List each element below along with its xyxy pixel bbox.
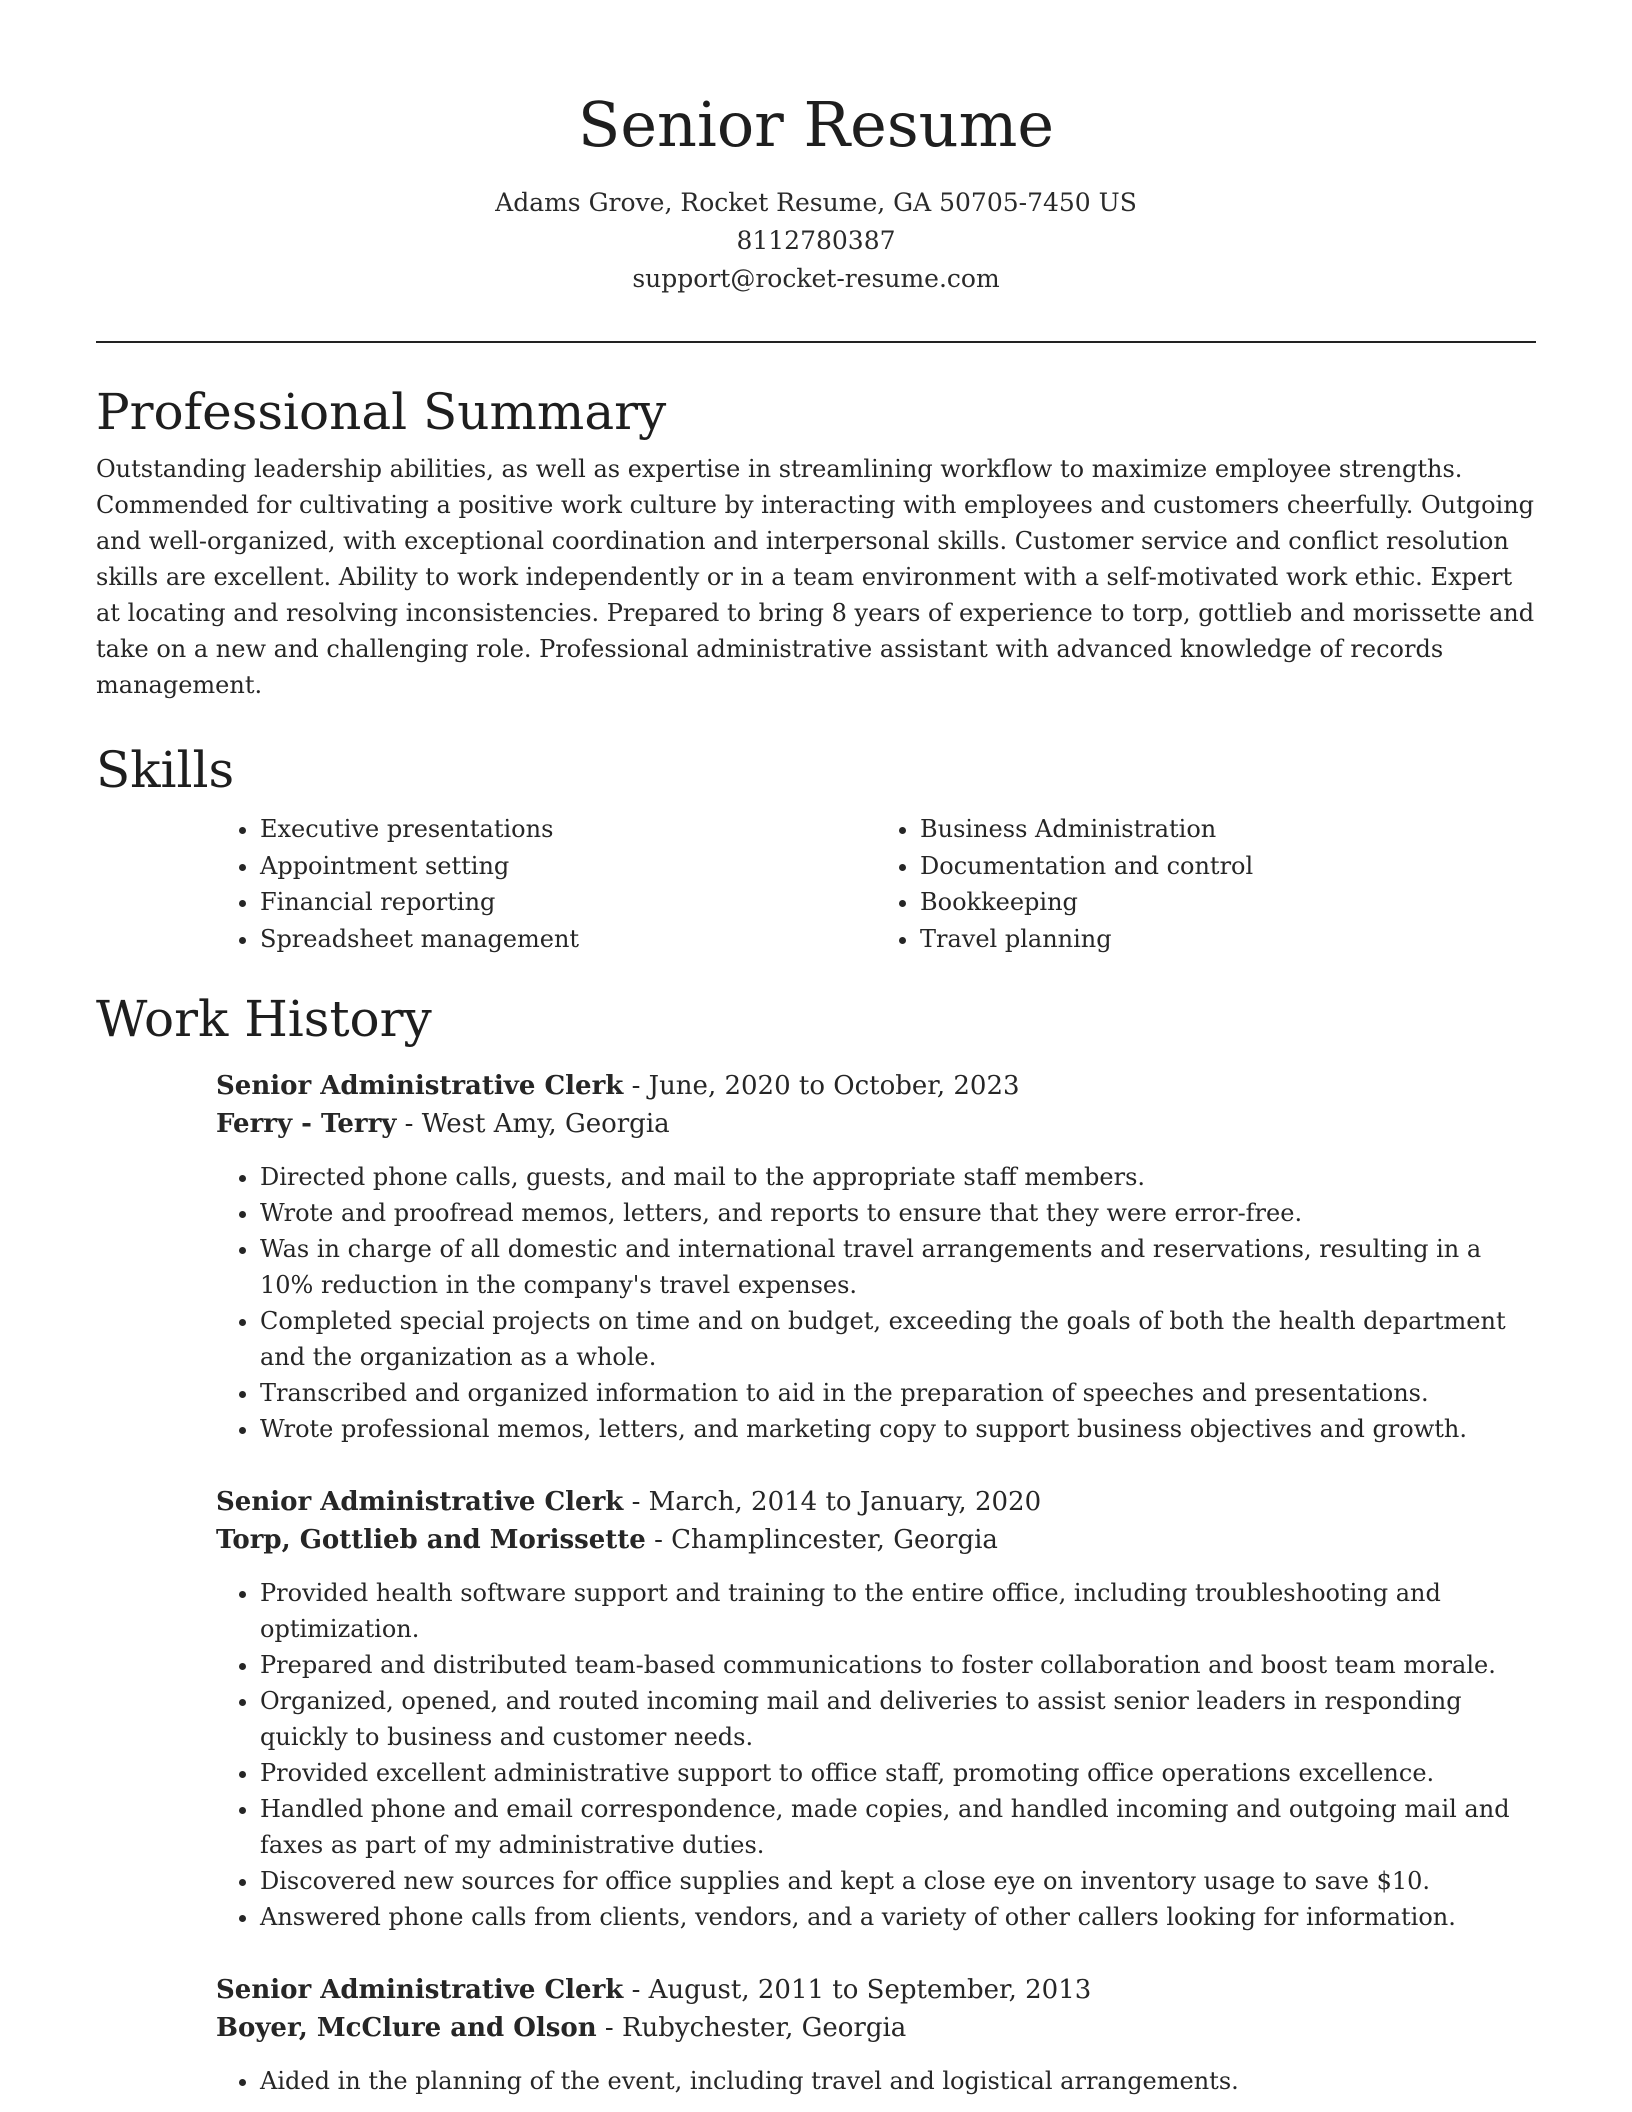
summary-text: Outstanding leadership abilities, as well as expertise in streamlining workflow to maximize employee strengths. Commended for cultivating a positive work culture by interacting with employees and customers cheerfully. Outgoing and well-organized, with exceptional coordination and interpersonal skills. Customer service and conflict resolution skills are excellent. Ability to work independently or in a team environment with a self-motivated work ethic. Expert at locating and resolving inconsistencies. Prepared to bring 8 years of experience to torp, gottlieb and morissette and take on a new and challenging role. Professional administrative assistant with advanced knowledge of records management. xyxy=(96,455,1535,699)
job-company: Ferry - Terry xyxy=(216,1109,397,1139)
contact-email: support@rocket-resume.com xyxy=(632,264,1000,293)
job-bullets xyxy=(216,1159,1536,1447)
skills-grid xyxy=(216,811,1536,957)
skills-column-right xyxy=(876,811,1536,957)
skill-item: • Financial reporting xyxy=(260,884,876,921)
job-entry xyxy=(96,1971,1536,2099)
job-bullet: • Discovered new sources for office supplies and kept a close eye on inventory usage to save $10. xyxy=(260,1863,1536,1899)
job-bullet: • Directed phone calls, guests, and mail to the appropriate staff members. xyxy=(260,1159,1536,1195)
job-title-line xyxy=(216,1483,1536,1521)
work-history-section xyxy=(96,988,1536,1050)
job-bullets xyxy=(216,2063,1536,2099)
skill-item: • Executive presentations xyxy=(260,811,876,848)
skills-heading: Skills xyxy=(96,741,235,799)
job-dates: - March, 2014 to January, 2020 xyxy=(623,1487,1042,1517)
skills-column-left xyxy=(216,811,876,957)
skill-item: • Bookkeeping xyxy=(920,884,1536,921)
candidate-name: Senior Resume xyxy=(577,88,1055,161)
skill-item: • Appointment setting xyxy=(260,848,876,885)
job-bullet: • Organized, opened, and routed incoming mail and deliveries to assist senior leaders in responding quickly to business and customer needs. xyxy=(260,1683,1536,1755)
skill-item: • Documentation and control xyxy=(920,848,1536,885)
job-company-line xyxy=(216,1521,1536,1559)
skill-item: • Travel planning xyxy=(920,921,1536,958)
job-location: - Champlincester, Georgia xyxy=(645,1525,998,1555)
skill-item: • Spreadsheet management xyxy=(260,921,876,958)
job-bullet: • Prepared and distributed team-based communications to foster collaboration and boost team morale. xyxy=(260,1647,1536,1683)
summary-heading: Professional Summary xyxy=(96,383,667,441)
job-company: Torp, Gottlieb and Morissette xyxy=(216,1525,646,1555)
job-entry xyxy=(96,1067,1536,1447)
job-location: - West Amy, Georgia xyxy=(396,1109,670,1139)
job-bullet: • Was in charge of all domestic and international travel arrangements and reservations, resulting in a 10% reduction in the company's travel expenses. xyxy=(260,1231,1536,1303)
skills-section xyxy=(96,739,1536,957)
job-bullet: • Transcribed and organized information to aid in the preparation of speeches and presentations. xyxy=(260,1375,1536,1411)
job-dates: - August, 2011 to September, 2013 xyxy=(623,1975,1092,2005)
job-bullet: • Wrote professional memos, letters, and marketing copy to support business objectives and growth. xyxy=(260,1411,1536,1447)
job-company-line xyxy=(216,2009,1536,2047)
job-dates: - June, 2020 to October, 2023 xyxy=(623,1071,1020,1101)
job-title: Senior Administrative Clerk xyxy=(216,1487,624,1517)
work-history-heading: Work History xyxy=(96,990,432,1048)
job-company-line xyxy=(216,1105,1536,1143)
header-divider xyxy=(96,341,1536,343)
job-bullet: • Wrote and proofread memos, letters, and reports to ensure that they were error-free. xyxy=(260,1195,1536,1231)
job-bullet: • Answered phone calls from clients, vendors, and a variety of other callers looking for information. xyxy=(260,1899,1536,1935)
job-title: Senior Administrative Clerk xyxy=(216,1071,624,1101)
skill-item: • Business Administration xyxy=(920,811,1536,848)
job-bullet: • Aided in the planning of the event, including travel and logistical arrangements. xyxy=(260,2063,1536,2099)
job-title: Senior Administrative Clerk xyxy=(216,1975,624,2005)
job-entry xyxy=(96,1483,1536,1935)
contact-address: Adams Grove, Rocket Resume, GA 50705-7450 US xyxy=(495,188,1137,217)
job-company: Boyer, McClure and Olson xyxy=(216,2013,597,2043)
job-bullet: • Provided health software support and training to the entire office, including troubleshooting and optimization. xyxy=(260,1575,1536,1647)
job-bullets xyxy=(216,1575,1536,1935)
job-title-line xyxy=(216,1067,1536,1105)
summary-section xyxy=(96,381,1536,703)
contact-phone: 8112780387 xyxy=(736,226,896,255)
job-bullet: • Completed special projects on time and on budget, exceeding the goals of both the health department and the organization as a whole. xyxy=(260,1303,1536,1375)
job-bullet: • Provided excellent administrative support to office staff, promoting office operations excellence. xyxy=(260,1755,1536,1791)
resume-header xyxy=(96,80,1536,298)
job-location: - Rubychester, Georgia xyxy=(596,2013,907,2043)
job-title-line xyxy=(216,1971,1536,2009)
job-bullet: • Handled phone and email correspondence, made copies, and handled incoming and outgoing mail and faxes as part of my administrative duties. xyxy=(260,1791,1536,1863)
